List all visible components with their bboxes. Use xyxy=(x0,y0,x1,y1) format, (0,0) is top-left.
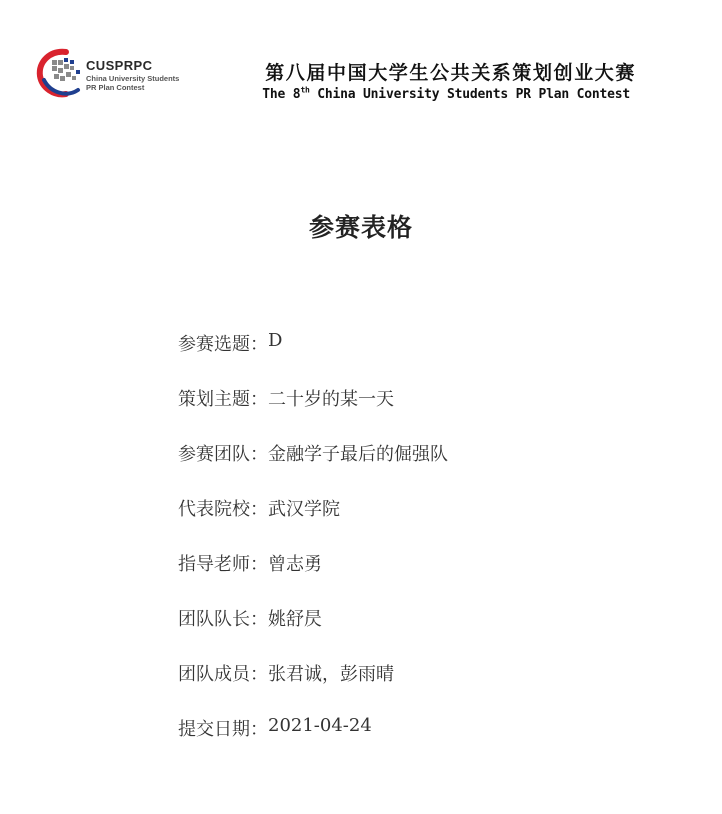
page-header xyxy=(0,0,722,120)
field-value: 二十岁的某一天 xyxy=(268,389,394,410)
field-label: 团队成员： xyxy=(178,664,268,685)
field-submit-date xyxy=(178,715,448,770)
field-label: 团队队长： xyxy=(178,609,268,630)
field-value: 2021-04-24 xyxy=(268,715,372,736)
field-school xyxy=(178,495,448,550)
cusprpc-emblem-icon xyxy=(36,46,84,102)
field-value: 金融学子最后的倔强队 xyxy=(268,444,448,465)
entry-form-fields xyxy=(178,330,448,770)
field-advisor xyxy=(178,550,448,605)
contest-title-en-prefix: The 8 xyxy=(262,87,301,102)
contest-title-en-suffix: China University Students PR Plan Contest xyxy=(309,87,630,102)
field-value: D xyxy=(268,330,283,351)
contest-title-en-ordinal: th xyxy=(300,85,310,95)
logo-text: CUSPRPC xyxy=(86,58,153,73)
field-label: 指导老师： xyxy=(178,554,268,575)
contest-title-cn: 第八届中国大学生公共关系策划创业大赛 xyxy=(265,62,636,84)
field-label: 策划主题： xyxy=(178,389,268,410)
field-topic xyxy=(178,330,448,385)
field-value: 武汉学院 xyxy=(268,499,340,520)
contest-title-en xyxy=(262,87,630,102)
logo-subtitle-line2: PR Plan Contest xyxy=(86,83,145,92)
field-theme xyxy=(178,385,448,440)
field-members xyxy=(178,660,448,715)
logo-subtitle-line1: China University Students xyxy=(86,74,180,83)
field-team xyxy=(178,440,448,495)
field-label: 参赛选题： xyxy=(178,334,268,355)
field-value: 曾志勇 xyxy=(268,554,322,575)
field-label: 代表院校： xyxy=(178,499,268,520)
page-title: 参赛表格 xyxy=(308,213,413,242)
field-captain xyxy=(178,605,448,660)
field-label: 提交日期： xyxy=(178,719,268,740)
field-value: 姚舒昃 xyxy=(268,609,322,630)
field-label: 参赛团队： xyxy=(178,444,268,465)
cusprpc-logo xyxy=(36,46,186,102)
field-value: 张君诚，彭雨晴 xyxy=(268,664,394,685)
